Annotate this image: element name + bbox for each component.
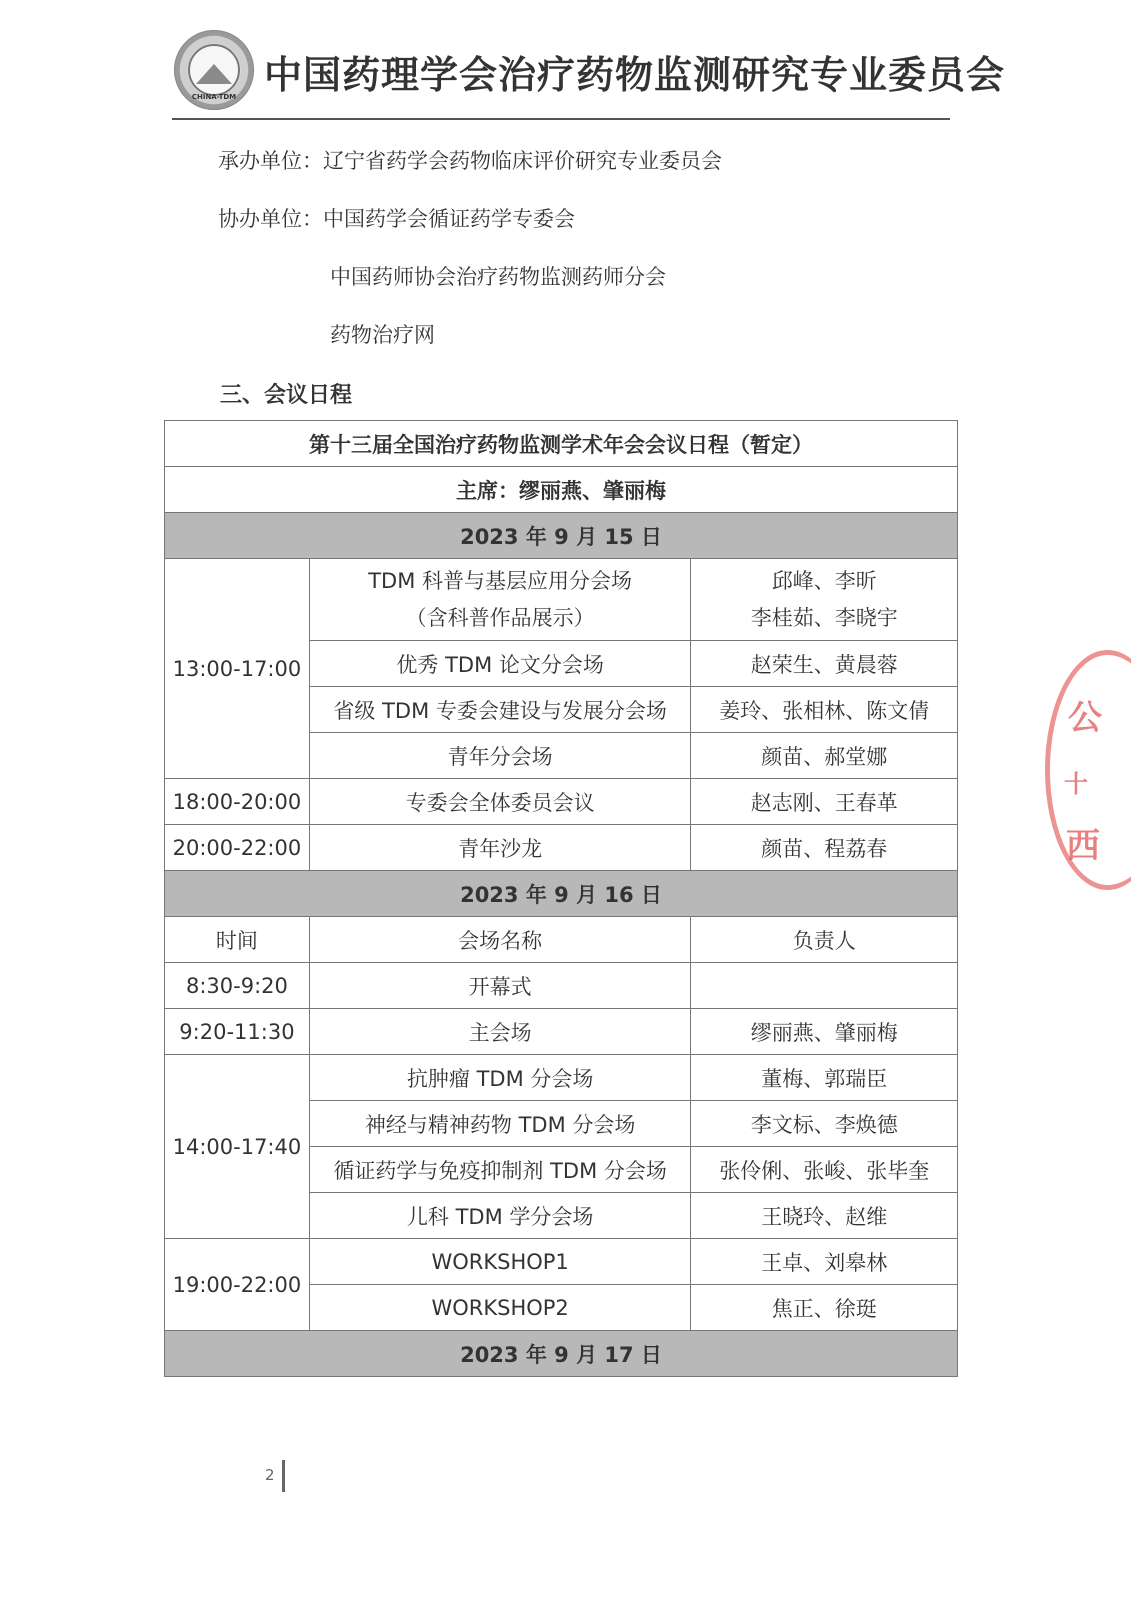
venue-cell — [309, 559, 691, 641]
table-row — [165, 1009, 958, 1055]
owner-cell — [691, 559, 958, 641]
owner-cell: 颜苗、程荔春 — [691, 825, 958, 871]
owner-name: 李桂茹、李晓宇 — [750, 605, 898, 630]
owner-cell: 缪丽燕、肇丽梅 — [691, 1009, 958, 1055]
time-cell: 18:00-20:00 — [165, 779, 310, 825]
owner-cell — [691, 963, 958, 1009]
schedule-title: 第十三届全国治疗药物监测学术年会会议日程（暂定） — [165, 421, 958, 467]
venue-cell: 青年沙龙 — [309, 825, 691, 871]
column-header-row — [165, 917, 958, 963]
organization-title: 中国药理学会治疗药物监测研究专业委员会 — [264, 53, 1006, 97]
venue-name: TDM 科普与基层应用分会场 — [368, 568, 633, 593]
time-cell: 13:00-17:00 — [165, 559, 310, 779]
time-cell: 8:30-9:20 — [165, 963, 310, 1009]
time-column-header: 时间 — [165, 917, 310, 963]
table-row — [165, 825, 958, 871]
venue-cell: 神经与精神药物 TDM 分会场 — [309, 1101, 691, 1147]
page-number: 2 — [265, 1466, 275, 1484]
date-label: 2023 年 9 月 17 日 — [165, 1331, 958, 1377]
seal-character: 西 — [1066, 826, 1100, 866]
owner-cell: 焦正、徐珽 — [691, 1285, 958, 1331]
seal-character: 十 — [1064, 770, 1088, 798]
co-organizer-line — [218, 203, 575, 233]
date-row — [165, 871, 958, 917]
venue-column-header: 会场名称 — [309, 917, 691, 963]
venue-cell: 省级 TDM 专委会建设与发展分会场 — [309, 687, 691, 733]
owner-cell: 姜玲、张相林、陈文倩 — [691, 687, 958, 733]
venue-cell: 开幕式 — [309, 963, 691, 1009]
section-heading: 三、会议日程 — [220, 383, 353, 408]
host-name: 辽宁省药学会药物临床评价研究专业委员会 — [323, 149, 722, 173]
owner-column-header: 负责人 — [691, 917, 958, 963]
logo-text: CHINA-TDM — [191, 93, 237, 101]
time-cell: 20:00-22:00 — [165, 825, 310, 871]
time-cell: 14:00-17:40 — [165, 1055, 310, 1239]
header-divider — [172, 118, 950, 120]
owner-name: 邱峰、李昕 — [771, 568, 877, 593]
venue-cell: 儿科 TDM 学分会场 — [309, 1193, 691, 1239]
owner-cell: 赵志刚、王春革 — [691, 779, 958, 825]
table-chair-row — [165, 467, 958, 513]
table-row — [165, 1055, 958, 1101]
date-label: 2023 年 9 月 16 日 — [165, 871, 958, 917]
owner-cell: 张伶俐、张峻、张毕奎 — [691, 1147, 958, 1193]
date-row — [165, 513, 958, 559]
co-organizer-label: 协办单位： — [218, 207, 323, 231]
venue-note: （含科普作品展示） — [405, 605, 595, 630]
venue-cell: WORKSHOP2 — [309, 1285, 691, 1331]
venue-cell: 主会场 — [309, 1009, 691, 1055]
date-row — [165, 1331, 958, 1377]
table-row — [165, 559, 958, 641]
venue-cell: 抗肿瘤 TDM 分会场 — [309, 1055, 691, 1101]
venue-cell: WORKSHOP1 — [309, 1239, 691, 1285]
page-number-bar — [282, 1460, 285, 1492]
table-row — [165, 963, 958, 1009]
venue-cell: 青年分会场 — [309, 733, 691, 779]
owner-cell: 董梅、郭瑞臣 — [691, 1055, 958, 1101]
owner-cell: 王卓、刘皋林 — [691, 1239, 958, 1285]
owner-cell: 颜苗、郝堂娜 — [691, 733, 958, 779]
table-row — [165, 779, 958, 825]
seal-character: 公 — [1068, 698, 1102, 738]
co-organizer-name: 中国药学会循证药学专委会 — [323, 207, 575, 231]
schedule-table — [164, 420, 958, 1377]
venue-cell: 优秀 TDM 论文分会场 — [309, 641, 691, 687]
table-row — [165, 1239, 958, 1285]
time-cell: 19:00-22:00 — [165, 1239, 310, 1331]
logo-mountain-icon — [196, 64, 232, 84]
owner-cell: 王晓玲、赵维 — [691, 1193, 958, 1239]
time-cell: 9:20-11:30 — [165, 1009, 310, 1055]
venue-cell: 循证药学与免疫抑制剂 TDM 分会场 — [309, 1147, 691, 1193]
organization-logo — [174, 30, 254, 110]
table-title-row — [165, 421, 958, 467]
co-organizer-name: 药物治疗网 — [330, 323, 435, 347]
date-label: 2023 年 9 月 15 日 — [165, 513, 958, 559]
host-label: 承办单位： — [218, 149, 323, 173]
venue-cell: 专委会全体委员会议 — [309, 779, 691, 825]
schedule-chair: 主席：缪丽燕、肇丽梅 — [165, 467, 958, 513]
owner-cell: 赵荣生、黄晨蓉 — [691, 641, 958, 687]
host-line — [218, 145, 722, 175]
co-organizer-name: 中国药师协会治疗药物监测药师分会 — [330, 265, 666, 289]
owner-cell: 李文标、李焕德 — [691, 1101, 958, 1147]
